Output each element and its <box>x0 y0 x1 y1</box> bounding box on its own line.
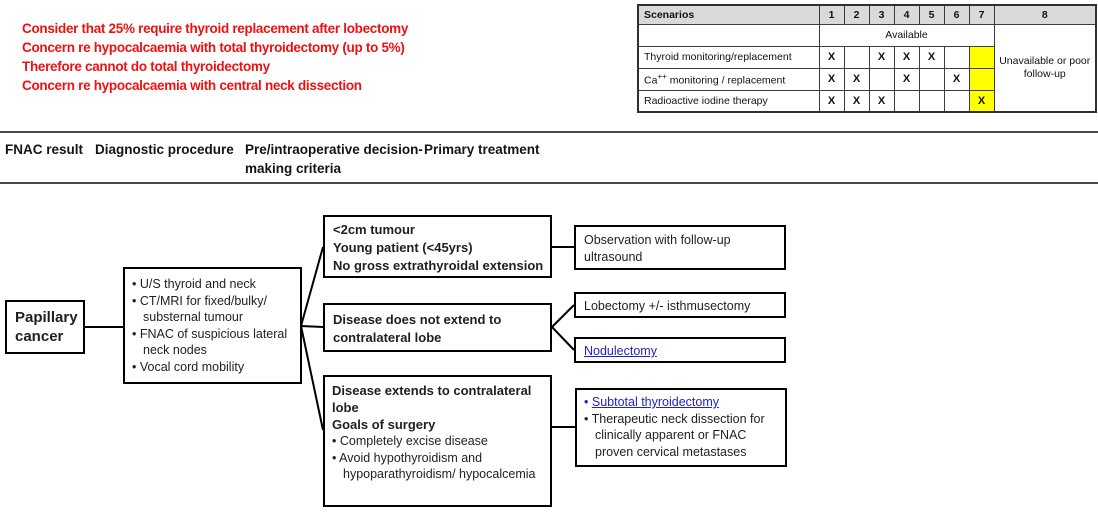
availability-mark: X <box>894 46 919 68</box>
availability-mark-highlighted: X <box>969 90 994 112</box>
criteria-heading: Goals of surgery <box>332 417 436 432</box>
bullet-item: • Vocal cord mobility <box>132 359 297 376</box>
bullet-item: • U/S thyroid and neck <box>132 276 297 293</box>
scenario-col-header: 7 <box>969 5 994 24</box>
criteria-heading: Disease extends to contralateral lobe <box>332 383 532 415</box>
criteria-low-risk-box <box>323 215 552 278</box>
subtotal-thyroidectomy-link[interactable]: Subtotal thyroidectomy <box>591 395 720 409</box>
scenario-col-header: 6 <box>944 5 969 24</box>
availability-mark: X <box>844 68 869 90</box>
scenario-col-header: 3 <box>869 5 894 24</box>
row-label-text: monitoring / replacement <box>666 74 786 87</box>
availability-mark <box>894 90 919 112</box>
scenarios-title-cell: Scenarios <box>638 5 819 24</box>
availability-mark-highlighted <box>969 46 994 68</box>
availability-mark: X <box>919 46 944 68</box>
availability-row <box>638 24 1096 46</box>
scenarios-table <box>637 4 1097 113</box>
availability-mark <box>844 46 869 68</box>
column-header-fnac: FNAC result <box>5 142 84 157</box>
column-header-treatment: Primary treatment <box>424 142 540 157</box>
row-label-superscript: ++ <box>657 71 667 81</box>
treatment-nodulectomy-box <box>574 337 786 363</box>
scenario-col-header: 1 <box>819 5 844 24</box>
connector-line <box>552 305 574 327</box>
availability-mark: X <box>869 90 894 112</box>
scenario-col-header: 4 <box>894 5 919 24</box>
treatment-lobectomy-box: Lobectomy +/- isthmusectomy <box>574 292 786 318</box>
fnac-result-box: Papillary cancer <box>5 300 85 354</box>
row-label-text: Ca <box>644 74 658 87</box>
goals-bullet-list <box>332 433 545 483</box>
diagnostic-bullet-list <box>132 276 297 375</box>
nodulectomy-link[interactable]: Nodulectomy <box>584 344 657 358</box>
treatment-bullet-list <box>584 394 781 460</box>
connector-line <box>301 326 323 430</box>
criteria-line: No gross extrathyroidal extension <box>333 258 544 273</box>
scenario-col-header: 2 <box>844 5 869 24</box>
treatment-subtotal-box <box>575 388 787 467</box>
divider-line <box>0 131 1098 133</box>
advisory-notes <box>22 19 408 95</box>
connector-line <box>552 327 574 350</box>
table-header-row <box>638 5 1096 24</box>
availability-mark: X <box>819 68 844 90</box>
availability-mark <box>919 90 944 112</box>
column-header-diagnostic: Diagnostic procedure <box>95 142 234 157</box>
availability-mark: X <box>869 46 894 68</box>
availability-mark: X <box>844 90 869 112</box>
available-cell: Available <box>819 24 994 46</box>
treatment-observation-box: Observation with follow-up ultrasound <box>574 225 786 270</box>
row-label: Thyroid monitoring/replacement <box>638 46 819 68</box>
criteria-contralateral-box <box>323 375 552 507</box>
bullet-item: • Therapeutic neck dissection for clinically apparent or FNAC proven cervical metastases <box>584 411 781 461</box>
criteria-line: Young patient (<45yrs) <box>333 240 473 255</box>
note-line: Consider that 25% require thyroid replacement after lobectomy <box>22 21 409 36</box>
unavailable-cell: Unavailable or poor follow-up <box>994 24 1096 112</box>
availability-mark <box>869 68 894 90</box>
scenario-col-header: 5 <box>919 5 944 24</box>
criteria-line: <2cm tumour <box>333 222 415 237</box>
availability-mark: X <box>944 68 969 90</box>
bullet-item: • FNAC of suspicious lateral neck nodes <box>132 326 297 359</box>
criteria-unilateral-box: Disease does not extend to contralateral lobe <box>323 303 552 352</box>
bullet-item: • CT/MRI for fixed/bulky/ substernal tumour <box>132 293 297 326</box>
bullet-item <box>584 394 781 411</box>
diagnostic-procedure-box <box>123 267 302 384</box>
availability-mark: X <box>819 46 844 68</box>
note-line: Concern re hypocalcaemia with total thyroidectomy (up to 5%) <box>22 40 405 55</box>
availability-mark-highlighted <box>969 68 994 90</box>
availability-mark: X <box>819 90 844 112</box>
connector-line <box>301 247 323 326</box>
scenario-col-header: 8 <box>994 5 1096 24</box>
note-line: Concern re hypocalcaemia with central neck dissection <box>22 78 362 93</box>
row-label <box>638 68 819 90</box>
availability-mark <box>944 90 969 112</box>
availability-mark <box>919 68 944 90</box>
bullet-item: • Avoid hypothyroidism and hypoparathyroidism/ hypocalcemia <box>332 450 545 483</box>
availability-mark: X <box>894 68 919 90</box>
availability-mark <box>944 46 969 68</box>
row-label: Radioactive iodine therapy <box>638 90 819 112</box>
note-line: Therefore cannot do total thyroidectomy <box>22 59 270 74</box>
empty-cell <box>638 24 819 46</box>
connector-line <box>301 326 323 327</box>
divider-line <box>0 182 1098 184</box>
column-header-criteria: Pre/intraoperative decision-making criteria <box>245 142 423 176</box>
bullet-item: • Completely excise disease <box>332 433 545 450</box>
